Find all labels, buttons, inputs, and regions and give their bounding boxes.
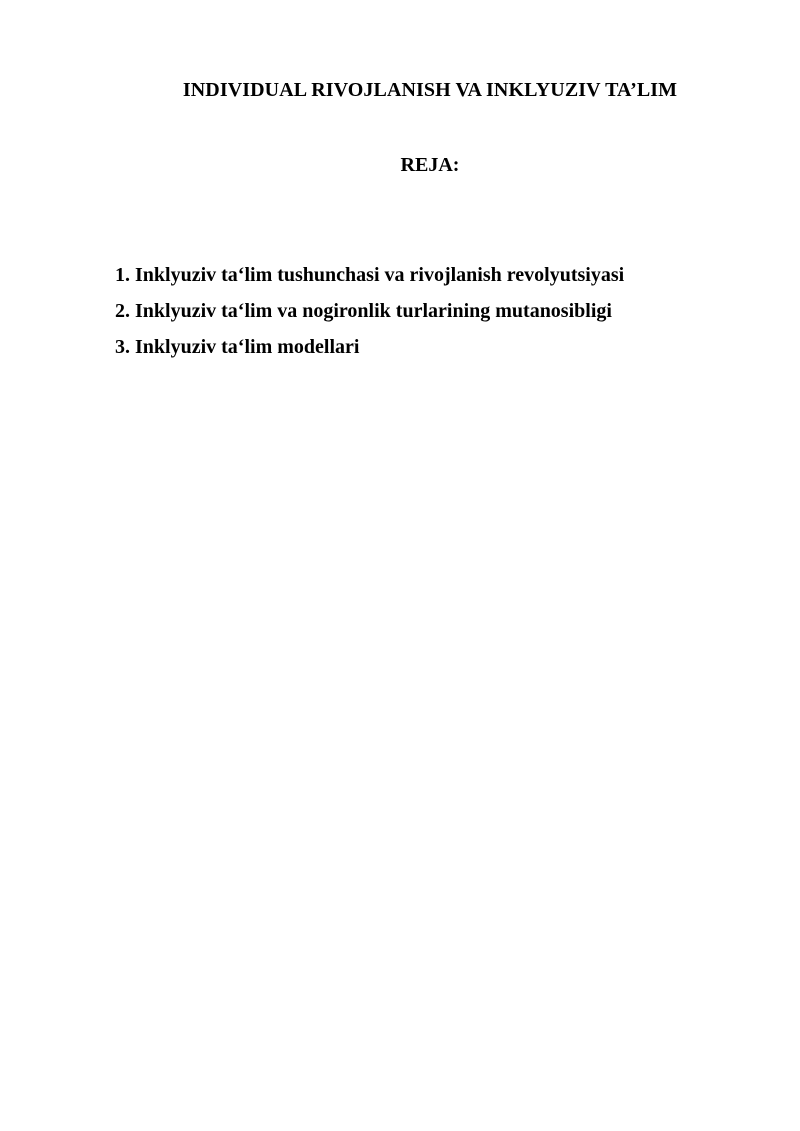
plan-item-text: Inklyuziv ta‘lim va nogironlik turlarining mutanosibligi	[135, 300, 612, 322]
plan-item-text: Inklyuziv ta‘lim tushunchasi va rivojlanish revolyutsiyasi	[135, 264, 625, 286]
plan-item-number: 1.	[115, 264, 130, 286]
plan-list	[115, 263, 755, 371]
plan-heading: REJA:	[400, 154, 460, 176]
plan-item-number: 3.	[115, 336, 130, 358]
plan-item-number: 2.	[115, 300, 130, 322]
plan-item	[115, 335, 755, 359]
plan-item-text: Inklyuziv ta‘lim modellari	[135, 336, 360, 358]
plan-item	[115, 263, 755, 287]
plan-item	[115, 299, 755, 323]
document-title: INDIVIDUAL RIVOJLANISH VA INKLYUZIV TA’LIM	[182, 79, 678, 101]
